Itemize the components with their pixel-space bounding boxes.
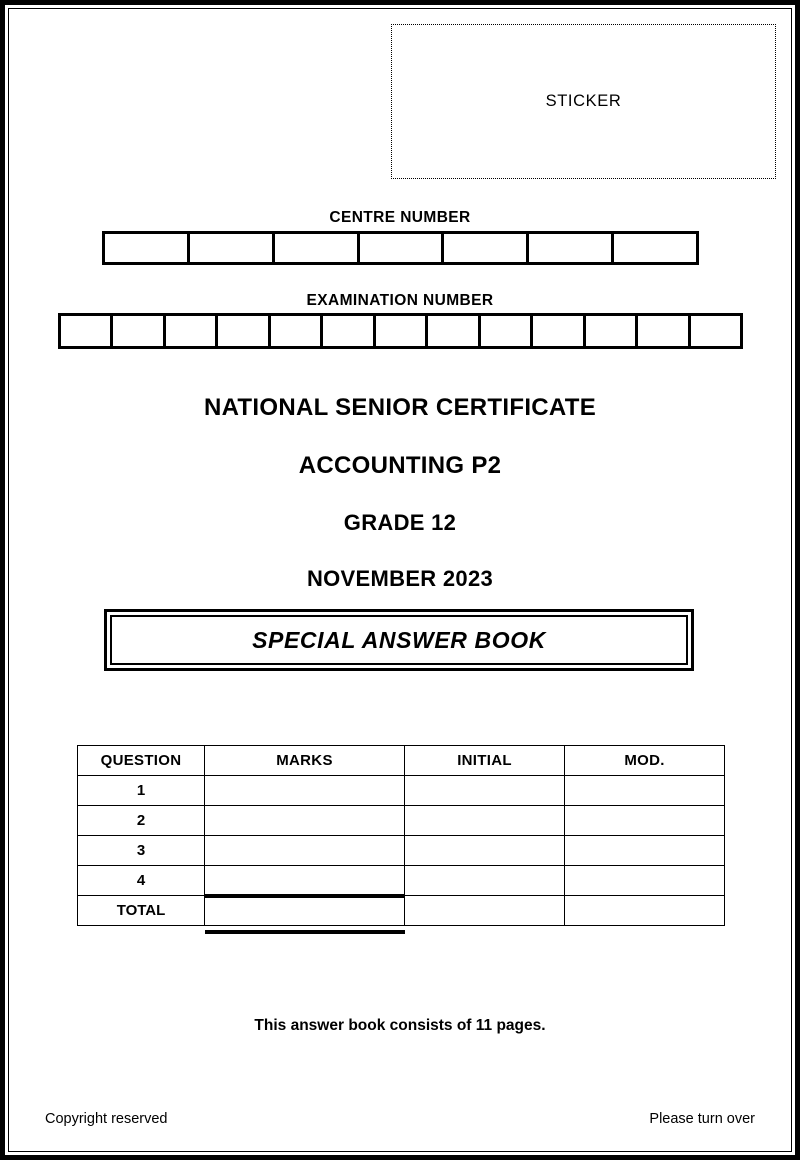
subject-title: ACCOUNTING P2 bbox=[298, 452, 502, 479]
examination-number-cell-11[interactable] bbox=[586, 316, 638, 346]
cell-initial-row-3[interactable] bbox=[405, 836, 565, 866]
cell-question-row-1: 1 bbox=[78, 776, 205, 806]
examination-number-cell-2[interactable] bbox=[113, 316, 165, 346]
cell-question-row-4: 4 bbox=[78, 866, 205, 896]
examination-number-cell-9[interactable] bbox=[481, 316, 533, 346]
cell-question-row-3: 3 bbox=[78, 836, 205, 866]
cell-marks-row-1[interactable] bbox=[205, 776, 405, 806]
table-row bbox=[78, 866, 725, 896]
examination-number-cell-4[interactable] bbox=[218, 316, 270, 346]
header-question: QUESTION bbox=[78, 746, 205, 776]
cell-question-row-2: 2 bbox=[78, 806, 205, 836]
exam-title-block bbox=[9, 394, 791, 592]
grade-title: GRADE 12 bbox=[343, 510, 457, 535]
table-row bbox=[78, 836, 725, 866]
cell-total-initial[interactable] bbox=[405, 896, 565, 926]
centre-number-cell-3[interactable] bbox=[275, 234, 360, 262]
cell-total-marks[interactable] bbox=[205, 896, 405, 926]
cell-initial-row-2[interactable] bbox=[405, 806, 565, 836]
examination-number-cell-3[interactable] bbox=[166, 316, 218, 346]
examination-number-cell-1[interactable] bbox=[61, 316, 113, 346]
examination-number-boxes[interactable] bbox=[58, 313, 743, 349]
page-border-inner bbox=[8, 8, 792, 1152]
examination-number-cell-5[interactable] bbox=[271, 316, 323, 346]
examination-number-cell-10[interactable] bbox=[533, 316, 585, 346]
cell-mod-row-2[interactable] bbox=[565, 806, 725, 836]
cell-total-mod[interactable] bbox=[565, 896, 725, 926]
examination-number-cell-13[interactable] bbox=[691, 316, 740, 346]
header-marks: MARKS bbox=[205, 746, 405, 776]
examination-number-cell-7[interactable] bbox=[376, 316, 428, 346]
centre-number-cell-6[interactable] bbox=[529, 234, 614, 262]
centre-number-cell-2[interactable] bbox=[190, 234, 275, 262]
cell-initial-row-4[interactable] bbox=[405, 866, 565, 896]
centre-number-cell-5[interactable] bbox=[444, 234, 529, 262]
cell-marks-row-3[interactable] bbox=[205, 836, 405, 866]
sticker-box[interactable] bbox=[391, 24, 776, 179]
examination-number-caption: EXAMINATION NUMBER bbox=[306, 292, 494, 309]
marks-summary-table bbox=[77, 745, 725, 926]
table-row bbox=[78, 806, 725, 836]
exam-date-title: NOVEMBER 2023 bbox=[306, 566, 494, 591]
certificate-title: NATIONAL SENIOR CERTIFICATE bbox=[203, 394, 597, 421]
examination-number-cell-8[interactable] bbox=[428, 316, 480, 346]
cell-marks-row-2[interactable] bbox=[205, 806, 405, 836]
page-count-note: This answer book consists of 11 pages. bbox=[254, 1017, 546, 1034]
book-type-box-inner bbox=[110, 615, 688, 665]
footer-turn-over: Please turn over bbox=[649, 1111, 755, 1127]
page-content bbox=[9, 9, 791, 1151]
header-mod: MOD. bbox=[565, 746, 725, 776]
centre-number-cell-4[interactable] bbox=[360, 234, 445, 262]
examination-number-cell-12[interactable] bbox=[638, 316, 690, 346]
cell-mod-row-4[interactable] bbox=[565, 866, 725, 896]
cell-initial-row-1[interactable] bbox=[405, 776, 565, 806]
sticker-label: STICKER bbox=[545, 92, 622, 110]
cell-marks-row-4[interactable] bbox=[205, 866, 405, 896]
header-initial: INITIAL bbox=[405, 746, 565, 776]
book-type-box bbox=[104, 609, 694, 671]
centre-number-cell-1[interactable] bbox=[105, 234, 190, 262]
table-header-row bbox=[78, 746, 725, 776]
footer-copyright: Copyright reserved bbox=[45, 1111, 168, 1127]
table-row-total bbox=[78, 896, 725, 926]
cell-mod-row-1[interactable] bbox=[565, 776, 725, 806]
centre-number-boxes[interactable] bbox=[102, 231, 699, 265]
centre-number-cell-7[interactable] bbox=[614, 234, 696, 262]
examination-number-cell-6[interactable] bbox=[323, 316, 375, 346]
centre-number-caption: CENTRE NUMBER bbox=[329, 209, 471, 226]
cell-mod-row-3[interactable] bbox=[565, 836, 725, 866]
cell-total-question: TOTAL bbox=[78, 896, 205, 926]
table-row bbox=[78, 776, 725, 806]
book-type-label: SPECIAL ANSWER BOOK bbox=[252, 626, 546, 653]
page-footer bbox=[45, 1111, 755, 1127]
